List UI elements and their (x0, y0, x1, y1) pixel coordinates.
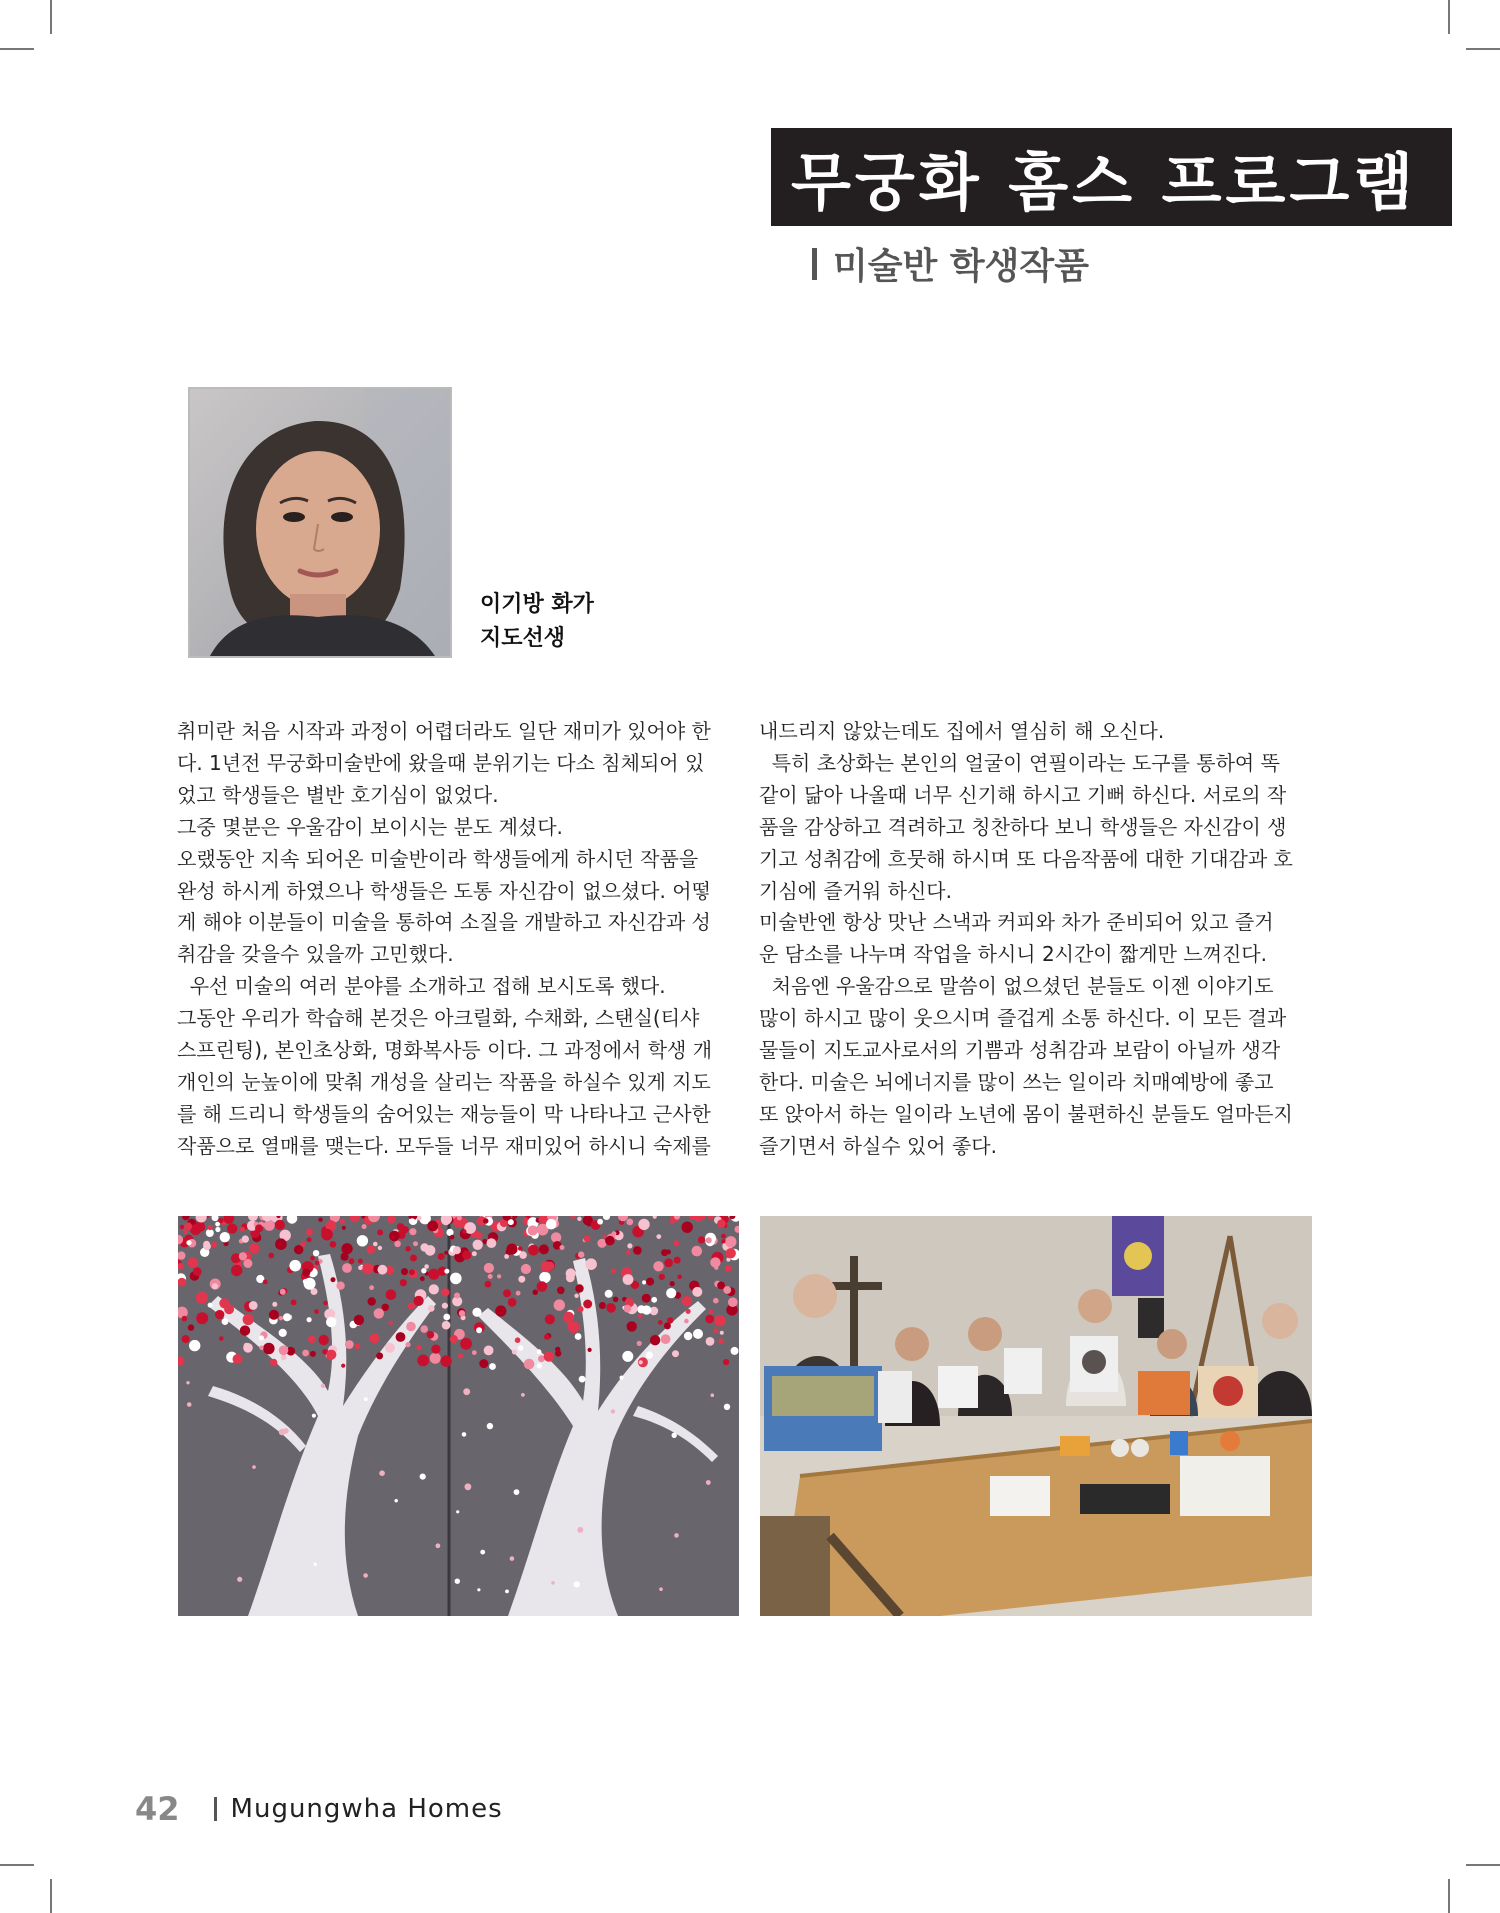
teacher-caption (480, 588, 594, 656)
article-line: 품을 감상하고 격려하고 칭찬하다 보니 학생들은 자신감이 생 (759, 814, 1287, 839)
crop-mark (1466, 1864, 1500, 1866)
article-line: 처음엔 우울감으로 말씀이 없으셨던 분들도 이젠 이야기도 (759, 974, 1274, 999)
cherry-blossom-painting-photo (178, 1216, 739, 1616)
subtitle-bar (812, 248, 817, 280)
article-column-right (759, 716, 1314, 1163)
art-class-group-photo (760, 1216, 1312, 1616)
portrait-image (190, 389, 450, 656)
page-title: 무궁화 홈스 프로그램 (791, 145, 1418, 219)
article-line: 특히 초상화는 본인의 얼굴이 연필이라는 도구를 통하여 똑 (759, 750, 1280, 775)
group-photo-image (760, 1216, 1312, 1616)
article-line: 개인의 눈높이에 맞춰 개성을 살리는 작품을 하실수 있게 지도 (177, 1069, 711, 1094)
article-line: 었고 학생들은 별반 호기심이 없었다. (177, 782, 499, 807)
article-line: 운 담소를 나누며 작업을 하시니 2시간이 짧게만 느껴진다. (759, 942, 1267, 967)
article-line: 많이 하시고 많이 웃으시며 즐겁게 소통 하신다. 이 모든 결과 (759, 1006, 1287, 1031)
blossom-painting-image (178, 1216, 739, 1616)
article-line: 작품으로 열매를 맺는다. 모두들 너무 재미있어 하시니 숙제를 (177, 1133, 711, 1158)
article-line: 게 해야 이분들이 미술을 통하여 소질을 개발하고 자신감과 성 (177, 910, 711, 935)
article-line: 오랬동안 지속 되어온 미술반이라 학생들에게 하시던 작품을 (177, 846, 699, 871)
article-line: 를 해 드리니 학생들의 숨어있는 재능들이 막 나타나고 근사한 (177, 1101, 711, 1126)
magazine-name: Mugungwha Homes (230, 1794, 503, 1824)
article-line: 다. 1년전 무궁화미술반에 왔을때 분위기는 다소 침체되어 있 (177, 750, 705, 775)
article-line: 미술반엔 항상 맛난 스낵과 커피와 차가 준비되어 있고 즐거 (759, 910, 1274, 935)
article-line: 스프린팅), 본인초상화, 명화복사등 이다. 그 과정에서 학생 개 (177, 1038, 713, 1063)
footer-bar (214, 1797, 217, 1821)
article-column-left (177, 716, 727, 1163)
crop-mark (0, 1864, 34, 1866)
article-line: 같이 닮아 나올때 너무 신기해 하시고 기뻐 하신다. 서로의 작 (759, 782, 1287, 807)
article-line: 취미란 처음 시작과 과정이 어렵더라도 일단 재미가 있어야 한 (177, 719, 711, 743)
teacher-portrait (188, 387, 452, 658)
article-line: 또 앉아서 하는 일이라 노년에 몸이 불편하신 분들도 얼마든지 (759, 1101, 1293, 1126)
article-line: 물들이 지도교사로서의 기쁨과 성취감과 보람이 아닐까 생각 (759, 1038, 1281, 1063)
subtitle (812, 238, 1089, 289)
crop-mark (0, 48, 34, 50)
article-line: 취감을 갖을수 있을까 고민했다. (177, 942, 454, 967)
page-footer (135, 1790, 503, 1828)
section-title-banner (771, 128, 1452, 226)
subtitle-text: 미술반 학생작품 (833, 246, 1089, 287)
article-line: 즐기면서 하실수 있어 좋다. (759, 1133, 997, 1158)
crop-mark (1448, 1879, 1450, 1913)
crop-mark (1466, 48, 1500, 50)
article-line: 내드리지 않았는데도 집에서 열심히 해 오신다. (759, 719, 1165, 743)
crop-mark (50, 1879, 52, 1913)
teacher-name: 이기방 화가 (480, 592, 594, 617)
article-line: 완성 하시게 하였으나 학생들은 도통 자신감이 없으셨다. 어떻 (177, 878, 711, 903)
teacher-role: 지도선생 (480, 626, 566, 651)
article-line: 그중 몇분은 우울감이 보이시는 분도 계셨다. (177, 814, 563, 839)
article-line: 그동안 우리가 학습해 본것은 아크릴화, 수채화, 스탠실(티샤 (177, 1006, 700, 1031)
crop-mark (1448, 0, 1450, 34)
crop-mark (50, 0, 52, 34)
page-number: 42 (135, 1790, 180, 1828)
article-line: 기고 성취감에 흐뭇해 하시며 또 다음작품에 대한 기대감과 호 (759, 846, 1293, 871)
article-line: 한다. 미술은 뇌에너지를 많이 쓰는 일이라 치매예방에 좋고 (759, 1069, 1274, 1094)
article-line: 우선 미술의 여러 분야를 소개하고 접해 보시도록 했다. (177, 974, 666, 999)
article-line: 기심에 즐거워 하신다. (759, 878, 952, 903)
